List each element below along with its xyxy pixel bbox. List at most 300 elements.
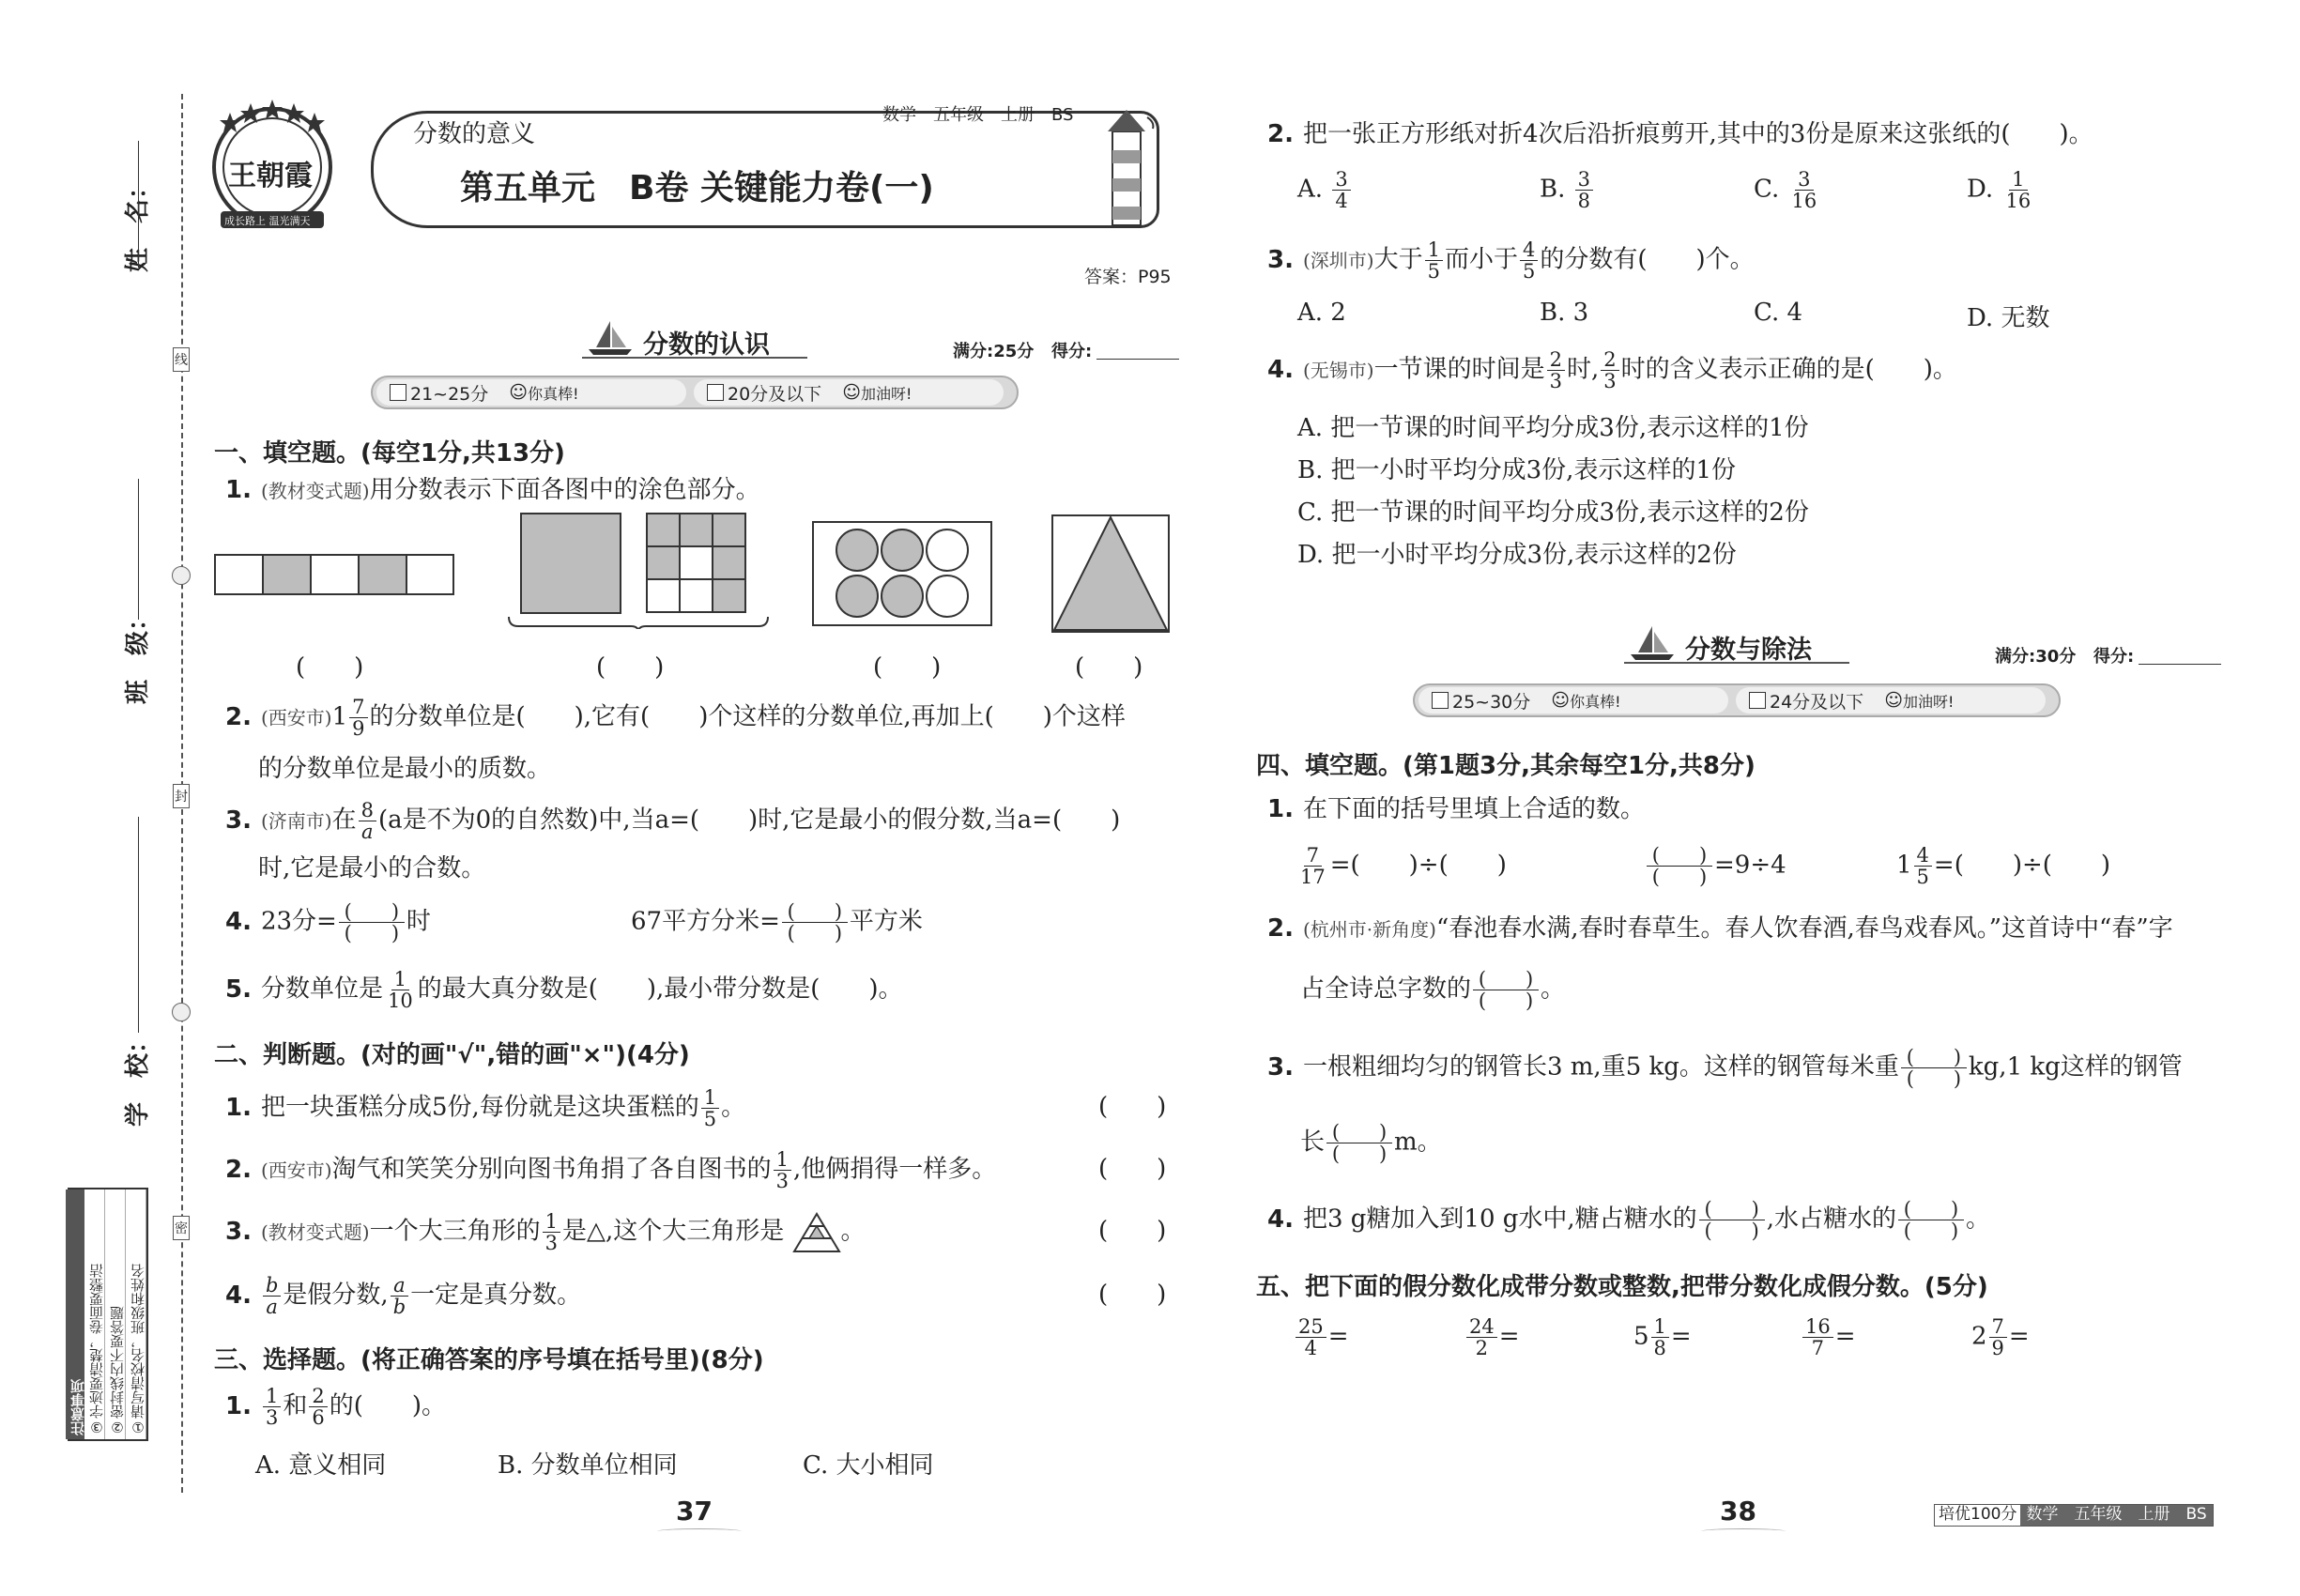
q-pre: 大于 (1373, 245, 1423, 274)
denominator: 4 (1304, 1337, 1318, 1359)
equals: = (1834, 1322, 1856, 1351)
answer-paren-1[interactable]: ( ) (296, 653, 364, 682)
numerator: 1 (1425, 239, 1443, 261)
equals: = (2008, 1322, 2030, 1351)
p1-q4 (225, 901, 431, 944)
pill-b-label: 20分及以下 (728, 383, 822, 405)
p3-q1-opt-b[interactable]: B. 分数单位相同 (498, 1451, 678, 1480)
brand-logo-subtitle: 成长路上 温光满天 (224, 215, 311, 227)
r5-item-5[interactable] (1971, 1316, 2030, 1358)
figure-circles (812, 521, 992, 630)
figure-strip (214, 554, 454, 599)
q-pre: 一节课的时间是 (1373, 355, 1545, 384)
denominator: 2 (1475, 1337, 1489, 1359)
q-number: 2. (225, 1155, 252, 1184)
equals: = (1327, 1322, 1349, 1351)
q-post: 的( )。 (329, 1391, 447, 1420)
r-q3-opt-d[interactable]: D. 无数 (1967, 304, 2050, 332)
footer-badge (1934, 1504, 2214, 1527)
q-text: 的分数单位是( ),它有( )个这样的分数单位,再加上( )个这样 (369, 702, 1126, 731)
judge-paren-3[interactable]: ( ) (1098, 1217, 1167, 1245)
q-tag: (深圳市) (1302, 249, 1374, 272)
r-q4 (1267, 349, 1957, 391)
fraction (391, 1275, 408, 1317)
r-q2-opt-a[interactable] (1297, 169, 1353, 211)
q-number: 3. (1267, 245, 1294, 274)
section2-score-label: 得分: (2093, 647, 2135, 667)
fraction (359, 800, 376, 842)
denominator: ( ) (1903, 1220, 1959, 1242)
q-text: 在下面的括号里填上合适的数。 (1302, 795, 1645, 823)
q-tag: (杭州市·新角度) (1302, 918, 1436, 941)
blank-fraction[interactable] (1901, 1047, 1967, 1089)
school-line[interactable] (138, 817, 139, 1033)
r-q4-opt-d[interactable]: D. 把一小时平均分成3份,表示这样的2份 (1297, 541, 1737, 569)
denominator: 3 (544, 1232, 558, 1254)
numerator: 25 (1296, 1316, 1326, 1338)
checkbox-b[interactable] (707, 384, 724, 401)
r4-q1 (1267, 793, 1645, 825)
r-q4-opt-c[interactable]: C. 把一节课的时间平均分成3份,表示这样的2份 (1297, 499, 1809, 527)
q-post: 的分数有( )个。 (1540, 245, 1755, 274)
part2-heading: 二、判断题。(对的画"√",错的画"×")(4分) (214, 1041, 690, 1069)
numerator: ( ) (1647, 845, 1712, 867)
p3-q1-opt-a[interactable]: A. 意义相同 (255, 1451, 387, 1480)
q-tag: (济南市) (260, 809, 332, 833)
q-text-b: 67平方分米= (631, 907, 780, 936)
figure-triangle (1051, 514, 1170, 637)
class-line[interactable] (138, 479, 139, 620)
school-label: 学 校： (124, 1028, 152, 1127)
lighthouse-icon (1089, 99, 1164, 230)
denominator: 16 (2005, 190, 2032, 212)
p2-q4 (225, 1275, 581, 1317)
part4-heading: 四、填空题。(第1题3分,其余每空1分,共8分) (1256, 752, 1756, 780)
fraction (1914, 845, 1932, 887)
denominator: ( ) (1651, 866, 1708, 888)
numerator: 1 (391, 969, 409, 990)
section1-title: 分数的认识 (643, 330, 770, 360)
q-text-a: 23分= (260, 907, 337, 936)
section2-full-score: 满分:30分 (1995, 647, 2077, 667)
fraction (1802, 1316, 1833, 1358)
pill-b-praise: 加油呀! (1903, 692, 1955, 711)
r-q4-opt-b[interactable]: B. 把一小时平均分成3份,表示这样的1份 (1297, 456, 1736, 484)
answer-paren-4[interactable]: ( ) (1075, 653, 1143, 682)
p2-q1 (225, 1087, 745, 1129)
numerator: 3 (1795, 169, 1813, 191)
p1-q3-cont: 时,它是最小的合数。 (258, 854, 486, 882)
pill-b-praise: 加油呀! (861, 384, 912, 403)
q-number: 5. (225, 974, 252, 1004)
q-number: 1. (225, 1391, 252, 1420)
q-number: 1. (225, 476, 252, 504)
seal-mark-line: 线 (173, 347, 190, 372)
denominator: 9 (352, 717, 365, 740)
figure-squares (507, 512, 770, 633)
denominator: 3 (1603, 370, 1617, 392)
q-post: 。 (1541, 974, 1566, 1004)
p1-q4-b (631, 901, 923, 944)
r-q3-opt-b[interactable]: B. 3 (1540, 299, 1589, 327)
numerator: ( ) (782, 901, 848, 923)
fraction (1789, 169, 1820, 211)
denominator: 10 (387, 990, 413, 1012)
section2-ship-icon (1629, 624, 1676, 662)
pill-a-label: 25~30分 (1452, 691, 1531, 713)
unit-b: 平方米 (849, 907, 923, 936)
denominator: ( ) (344, 922, 400, 944)
p2-q2 (225, 1149, 996, 1191)
q-tag: (教材变式题) (260, 1220, 370, 1244)
page-title: 第五单元 B卷 关键能力卷(一) (460, 169, 934, 207)
notes-item-1: ①请写清校名，班级和姓名 (126, 1189, 146, 1439)
denominator: 6 (312, 1406, 325, 1429)
mixed-whole: 1 (1896, 851, 1912, 880)
numerator: 16 (1802, 1316, 1833, 1338)
r4-q4 (1267, 1199, 1990, 1241)
footer-brand: 培优100分 (1935, 1505, 2020, 1526)
q-number: 2. (1267, 914, 1294, 943)
pill-a-praise: 你真棒! (1570, 692, 1621, 711)
denominator: 17 (1300, 866, 1326, 888)
cheer-icon: ☺ (1884, 690, 1903, 711)
denominator: 5 (1522, 260, 1536, 283)
section1-score-pill (371, 376, 1019, 409)
q-post: 时的含义表示正确的是( )。 (1620, 355, 1957, 384)
r-q2-opt-b[interactable] (1540, 169, 1595, 211)
r5-item-3[interactable] (1633, 1316, 1692, 1358)
opt-label: C. (1754, 175, 1780, 204)
p1-q1 (225, 474, 760, 507)
fraction (1547, 349, 1565, 391)
denominator: 4 (1335, 190, 1348, 212)
unit-a: 时 (406, 907, 431, 936)
q-post: ,他俩捐得一样多。 (792, 1155, 997, 1184)
blank-fraction[interactable] (1699, 1199, 1765, 1241)
q-post: 。 (721, 1093, 746, 1122)
q-pre: 一个大三角形的 (369, 1217, 541, 1246)
section1-score-label: 得分: (1051, 342, 1093, 361)
fraction (263, 1275, 281, 1317)
fraction (1296, 1316, 1326, 1358)
q-text: 一根粗细均匀的钢管长3 m,重5 kg。这样的钢管每米重 (1302, 1052, 1899, 1082)
q-post[interactable]: =( )÷( ) (1329, 851, 1507, 880)
q-text: (a是不为0的自然数)中,当a=( )时,它是最小的假分数,当a=( ) (377, 806, 1121, 835)
p3-q1-opt-c[interactable]: C. 大小相同 (803, 1451, 934, 1480)
fraction (309, 1386, 327, 1428)
r4-q1-b (1645, 845, 1786, 887)
q-number: 2. (1267, 120, 1294, 148)
fraction (385, 969, 416, 1011)
q-text: 把3 g糖加入到10 g水中,糖占糖水的 (1302, 1205, 1697, 1234)
q-mid: 和 (283, 1391, 308, 1420)
equals: = (1670, 1322, 1692, 1351)
r5-item-1[interactable] (1294, 1316, 1349, 1358)
answer-paren-2[interactable]: ( ) (596, 653, 665, 682)
denominator: ( ) (1704, 1220, 1759, 1242)
equals: = (1498, 1322, 1520, 1351)
p1-q3 (225, 800, 1120, 842)
notes-box (68, 1188, 148, 1441)
binding-strip (0, 0, 188, 1596)
numerator: 4 (1520, 239, 1538, 261)
seal-mark-seal: 封 (173, 784, 190, 808)
seal-mark-secret: 密 (173, 1216, 190, 1240)
q-number: 1. (225, 1093, 252, 1122)
q-number: 2. (225, 702, 252, 731)
fraction (263, 1386, 281, 1428)
blank-fraction[interactable] (1326, 1122, 1392, 1164)
blank-fraction[interactable] (339, 901, 405, 944)
q-pre: 在 (331, 806, 357, 835)
class-label: 班 级： (124, 606, 152, 704)
denominator: ( ) (1331, 1143, 1388, 1165)
judge-paren-4[interactable]: ( ) (1098, 1281, 1167, 1309)
numerator: 7 (1989, 1316, 2007, 1338)
numerator: 1 (543, 1211, 560, 1233)
numerator: a (391, 1275, 408, 1297)
denominator: 8 (1577, 190, 1591, 212)
p1-q2 (225, 697, 1126, 739)
checkbox-b[interactable] (1749, 692, 1766, 709)
r4-q1-c (1896, 845, 2110, 887)
fraction (1601, 349, 1618, 391)
section1-full-score: 满分:25分 (953, 342, 1035, 361)
q-post: 是假分数, (283, 1281, 389, 1310)
fraction (1425, 239, 1443, 282)
numerator: 3 (1575, 169, 1593, 191)
page-number-right: 38 (1720, 1496, 1756, 1527)
section2-score-field[interactable] (2139, 664, 2221, 665)
book-meta: 数学 五年级 上册 BS (882, 105, 1074, 125)
pill-a-label: 21~25分 (410, 383, 489, 405)
q-number: 4. (1267, 1205, 1294, 1234)
part3-heading: 三、选择题。(将正确答案的序号填在括号里)(8分) (214, 1346, 764, 1374)
r5-item-2[interactable] (1464, 1316, 1520, 1358)
denominator: 16 (1791, 190, 1817, 212)
fraction (2002, 169, 2033, 211)
mixed-whole: 2 (1971, 1322, 1987, 1351)
q-post: 是△,这个大三角形是 (561, 1217, 785, 1246)
q-mid: 时, (1566, 355, 1600, 384)
q-mid: kg,1 kg这样的钢管 (1968, 1052, 2183, 1082)
checkbox-a[interactable] (390, 384, 406, 401)
r-q4-opt-a[interactable]: A. 把一节课的时间平均分成3份,表示这样的1份 (1297, 414, 1809, 442)
r-q3 (1267, 239, 1755, 282)
denominator: 3 (1549, 370, 1562, 392)
name-label: 姓 名： (124, 174, 152, 272)
notes-title: 注意事项 (66, 1189, 84, 1439)
r4-q1-a (1296, 845, 1507, 887)
chapter-label: 分数的意义 (413, 120, 536, 148)
fraction (1989, 1316, 2007, 1358)
section2-underline (1624, 662, 1849, 664)
numerator: ( ) (1901, 1047, 1967, 1068)
numerator: 1 (2009, 169, 2027, 191)
r4-q3 (1267, 1047, 2183, 1089)
section2-pill-b (1736, 687, 2046, 714)
numerator: b (263, 1275, 281, 1297)
binding-dot-2 (172, 1003, 191, 1021)
numerator: ( ) (1473, 969, 1539, 990)
numerator: 4 (1914, 845, 1932, 867)
q-tag: (无锡市) (1302, 359, 1374, 382)
numerator: 7 (349, 697, 367, 718)
section1-pill-b (694, 379, 1004, 406)
blank-fraction[interactable] (782, 901, 848, 944)
q-tag: (教材变式题) (260, 480, 370, 502)
pill-a-praise: 你真棒! (528, 384, 579, 403)
denominator: a (266, 1296, 278, 1318)
r-q3-opt-c[interactable]: C. 4 (1754, 299, 1803, 327)
q-post[interactable]: =( )÷( ) (1933, 851, 2111, 880)
q-text-b: 长 (1300, 1128, 1326, 1157)
judge-paren-1[interactable]: ( ) (1098, 1093, 1167, 1121)
q-number: 3. (225, 1217, 252, 1246)
answer-ref: 答案：P95 (1084, 267, 1172, 287)
brand-logo-text: 王朝霞 (228, 160, 313, 192)
fraction (774, 1149, 791, 1191)
page-number-left: 37 (676, 1496, 713, 1527)
fraction (349, 697, 367, 739)
r4-q3-cont (1300, 1122, 1442, 1164)
answer-paren-3[interactable]: ( ) (873, 653, 942, 682)
r4-q2-cont (1300, 969, 1565, 1011)
q-post: m。 (1394, 1128, 1442, 1157)
r-q3-opt-a[interactable]: A. 2 (1297, 299, 1346, 327)
q-mid: ,水占糖水的 (1766, 1205, 1896, 1234)
denominator: 3 (775, 1170, 789, 1192)
q-pre: 分数单位是 (260, 974, 383, 1004)
denominator: ( ) (1478, 990, 1534, 1012)
part1-heading: 一、填空题。(每空1分,共13分) (214, 439, 565, 468)
r5-item-4[interactable] (1801, 1316, 1856, 1358)
pill-b-label: 24分及以下 (1770, 691, 1864, 713)
section2-title: 分数与除法 (1685, 636, 1812, 665)
numerator: 7 (1304, 845, 1322, 867)
r-q2-opt-c[interactable] (1754, 169, 1821, 211)
page-number-wave-left (657, 1528, 742, 1534)
denominator: 5 (703, 1108, 717, 1130)
q-post-2: 一定是真分数。 (410, 1281, 582, 1310)
section2-score-pill (1413, 683, 2061, 717)
cheer-icon: ☺ (842, 382, 861, 403)
section1-score-field[interactable] (1096, 359, 1179, 360)
numerator: ( ) (1699, 1199, 1765, 1220)
blank-fraction[interactable] (1473, 969, 1539, 1011)
numerator: 8 (359, 800, 376, 821)
judge-paren-2[interactable]: ( ) (1098, 1155, 1167, 1183)
denominator: 3 (265, 1406, 279, 1429)
denominator: ( ) (1906, 1067, 1962, 1090)
fraction (1575, 169, 1593, 211)
opt-label: B. (1540, 175, 1566, 204)
numerator: ( ) (339, 901, 405, 923)
p1-q2-cont: 的分数单位是最小的质数。 (258, 755, 552, 783)
denominator: 8 (1653, 1337, 1666, 1359)
p1-q5 (225, 969, 903, 1011)
r-q2-opt-d[interactable] (1967, 169, 2035, 211)
fraction (701, 1087, 719, 1129)
numerator: 1 (774, 1149, 791, 1171)
binding-dot-1 (172, 566, 191, 585)
checkbox-a[interactable] (1432, 692, 1449, 709)
fraction (543, 1211, 560, 1253)
section1-ship-icon (587, 319, 634, 357)
q-text: 用分数表示下面各图中的涂色部分。 (369, 476, 760, 504)
fraction (1520, 239, 1538, 282)
numerator: 1 (701, 1087, 719, 1109)
r4-q2 (1267, 913, 2173, 945)
denominator: 9 (1991, 1337, 2004, 1359)
denominator: 5 (1916, 866, 1929, 888)
numerator: 24 (1466, 1316, 1497, 1338)
p2-q3 (225, 1211, 866, 1253)
q-number: 1. (1267, 795, 1294, 823)
denominator: b (392, 1296, 406, 1318)
numerator: 2 (1601, 349, 1618, 371)
fraction (1466, 1316, 1497, 1358)
q-text: 把一张正方形纸对折4次后沿折痕剪开,其中的3份是原来这张纸的( )。 (1302, 120, 2093, 148)
section1-underline (582, 357, 807, 359)
q-text-b: 占全诗总字数的 (1300, 974, 1472, 1004)
q-post: =9÷4 (1714, 851, 1786, 880)
q-post: 。 (1965, 1205, 1990, 1234)
numerator: 2 (1547, 349, 1565, 371)
q-number: 4. (225, 907, 252, 936)
smile-icon: ☺ (1551, 690, 1571, 711)
part5-heading: 五、把下面的假分数化成带分数或整数,把带分数化成假分数。(5分) (1256, 1273, 1988, 1301)
q-tag: (西安市) (260, 1159, 332, 1182)
q-tag: (西安市) (260, 706, 332, 729)
notes-item-2: ②密封线内不要答题 (105, 1189, 126, 1439)
numerator: ( ) (1326, 1122, 1392, 1143)
q-text: “春池春水满,春时春草生。春人饮春酒,春鸟戏春风。”这首诗中“春”字 (1435, 914, 2173, 943)
section2-pill-a (1418, 687, 1728, 714)
q-pre: 淘气和笑笑分别向图书角捐了各自图书的 (331, 1155, 772, 1184)
page-number-wave-right (1701, 1528, 1786, 1534)
q-number: 4. (1267, 355, 1294, 384)
denominator: ( ) (787, 922, 843, 944)
p3-q1 (225, 1386, 446, 1428)
mixed-whole: 5 (1633, 1322, 1649, 1351)
name-line[interactable] (138, 141, 139, 268)
numerator: 1 (263, 1386, 281, 1407)
denominator: 7 (1811, 1337, 1825, 1359)
fraction (1297, 845, 1328, 887)
numerator: ( ) (1898, 1199, 1964, 1220)
denominator: 5 (1427, 260, 1440, 283)
section1-pill-a (376, 379, 686, 406)
blank-fraction[interactable] (1898, 1199, 1964, 1241)
numerator: 2 (309, 1386, 327, 1407)
footer-meta: 数学 五年级 上册 BS (2020, 1505, 2212, 1526)
q-mid: 而小于 (1444, 245, 1518, 274)
q-number: 3. (225, 806, 252, 835)
q-end: 。 (840, 1217, 866, 1246)
fraction (1332, 169, 1350, 211)
smile-icon: ☺ (509, 382, 529, 403)
q-number: 3. (1267, 1052, 1294, 1082)
notes-item-3: ③字迹要清楚，卷面要整洁 (84, 1189, 105, 1439)
r-q2 (1267, 118, 2093, 150)
blank-fraction[interactable] (1647, 845, 1712, 887)
opt-label: A. (1297, 175, 1324, 204)
opt-label: D. (1967, 175, 1994, 204)
numerator: 1 (1651, 1316, 1669, 1338)
pyramid-triangle-icon (792, 1212, 841, 1253)
